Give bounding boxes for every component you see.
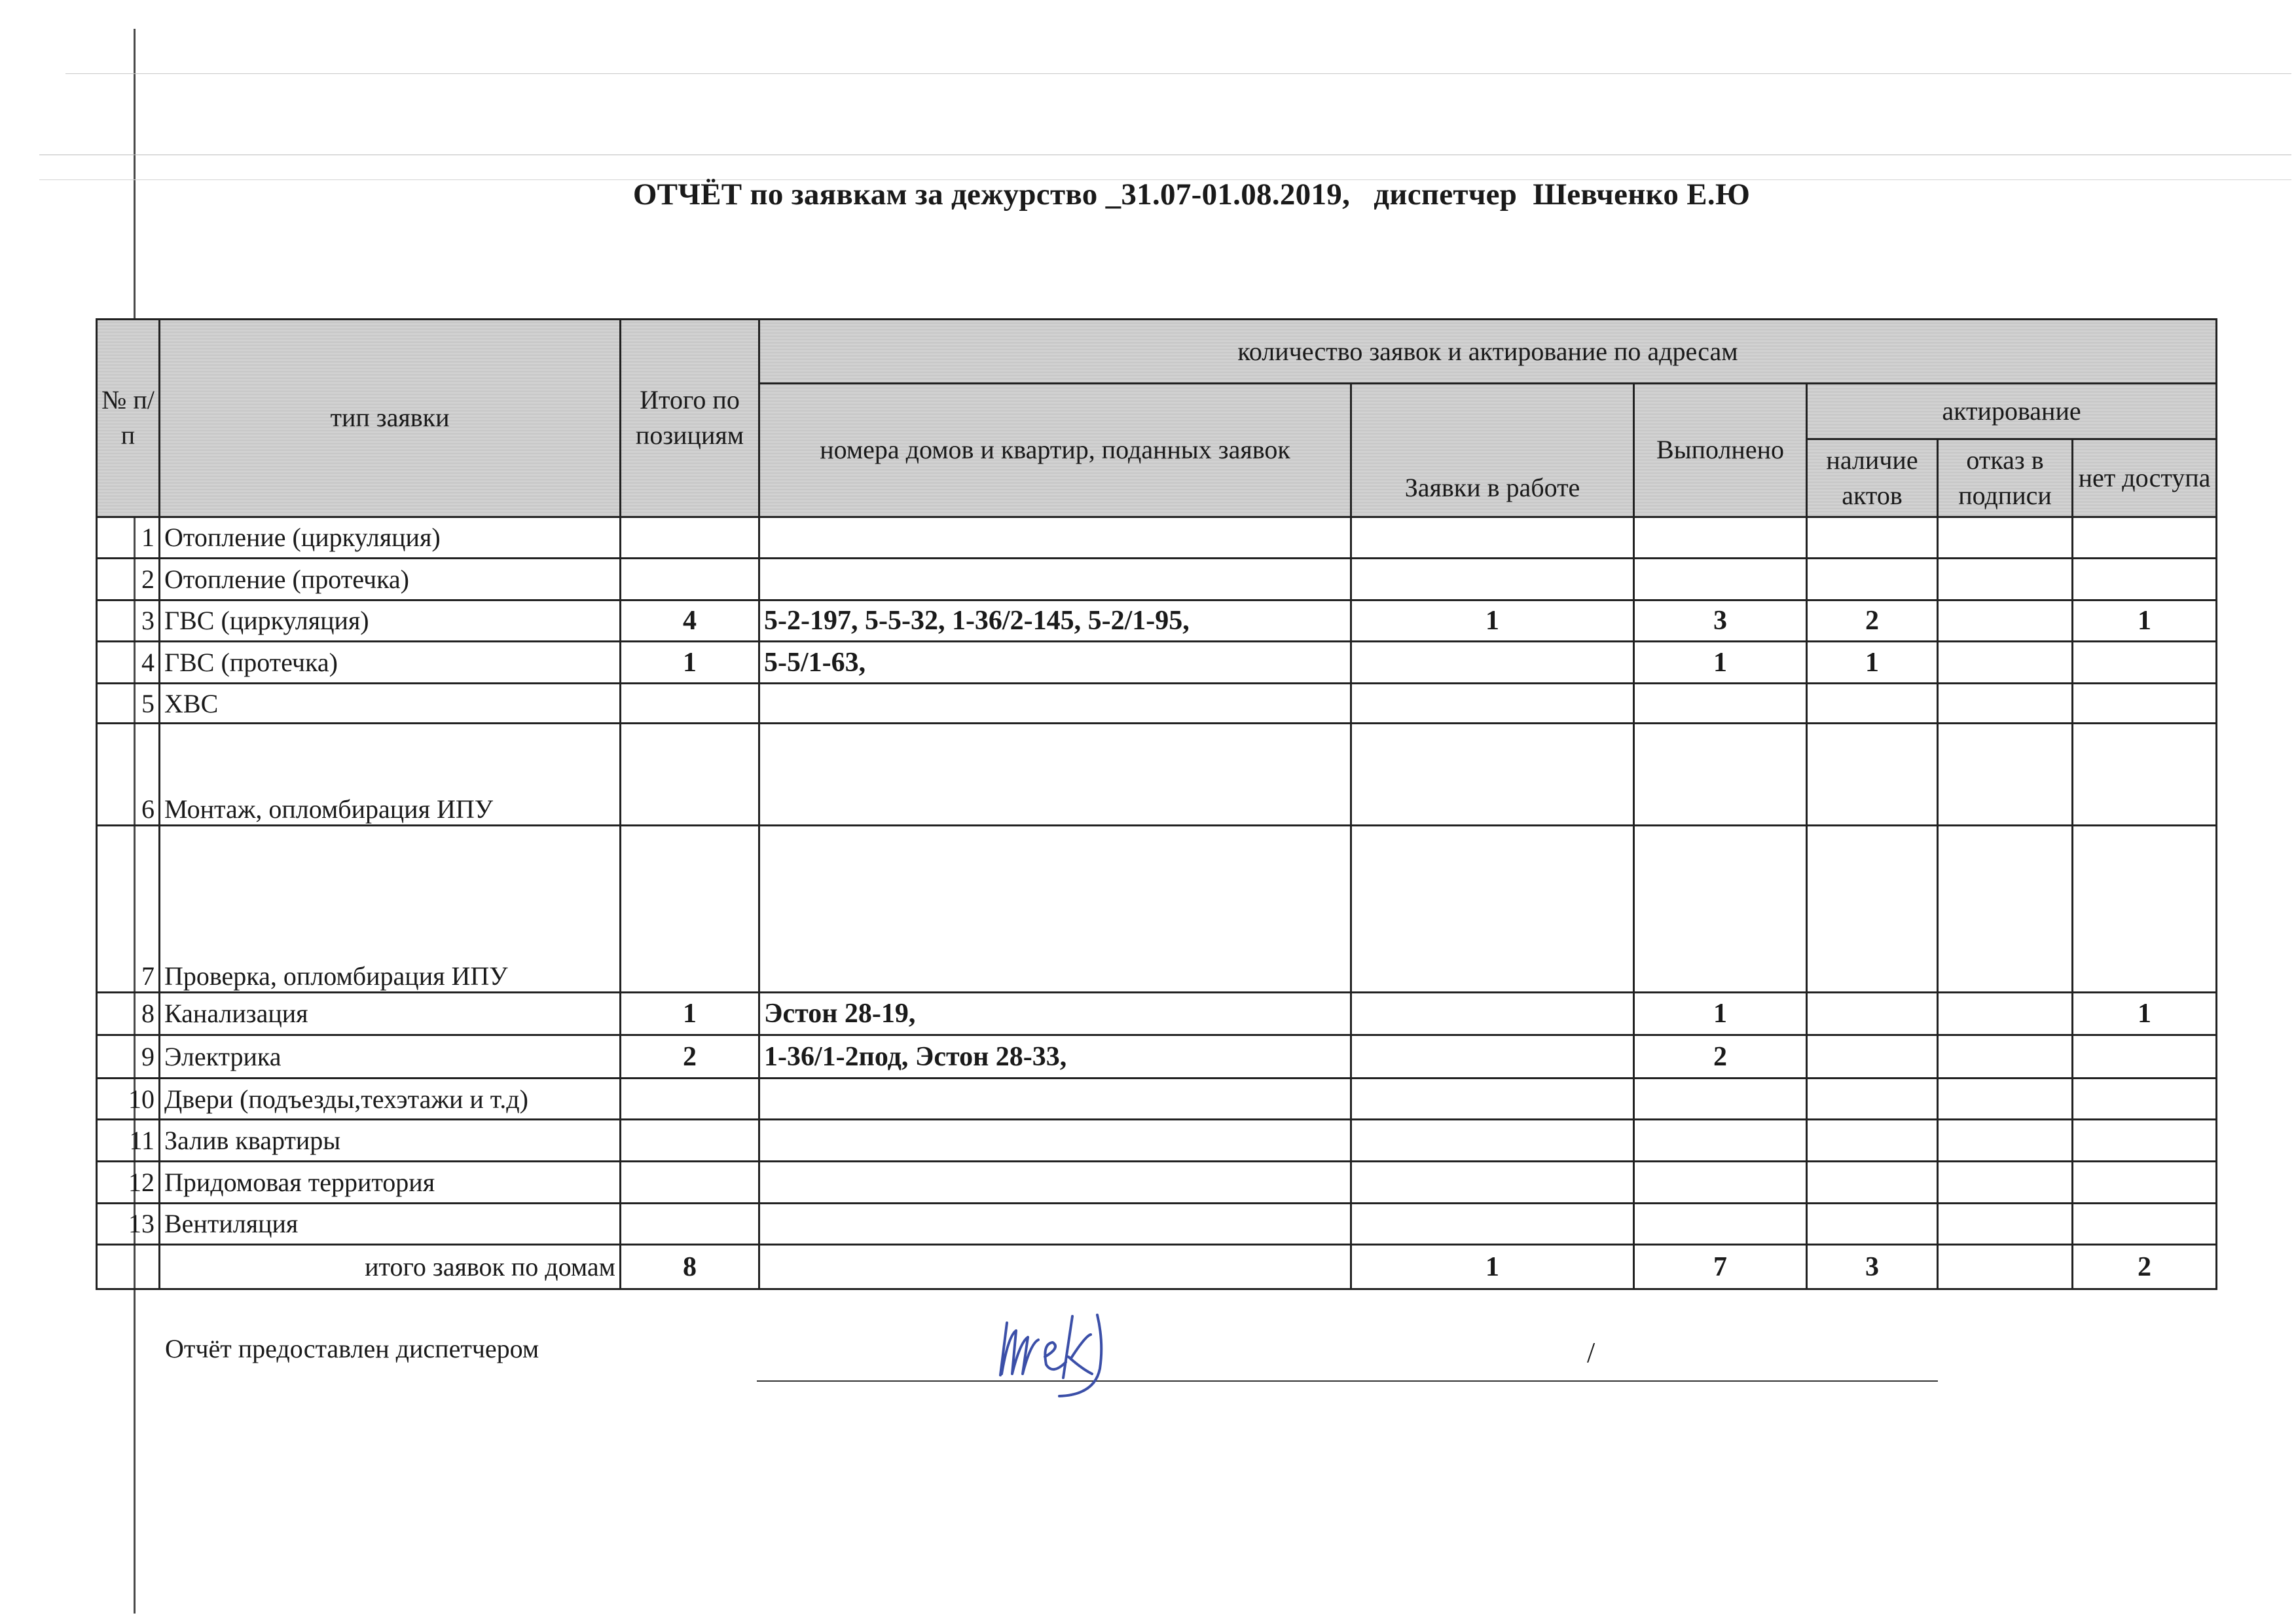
header-acting: актирование [1807, 384, 2217, 439]
header-total: Итого по позициям [621, 320, 759, 517]
header-acts-present: наличие актов [1807, 439, 1938, 517]
table-row: 1 Отопление (циркуляция) [97, 517, 2217, 559]
table-row: 11 Залив квартиры [97, 1120, 2217, 1162]
signature-stroke [1045, 1342, 1066, 1369]
footer-label: Отчёт предоставлен диспетчером [165, 1334, 539, 1363]
table-row: 13 Вентиляция [97, 1203, 2217, 1245]
signature-image [982, 1297, 1152, 1401]
table-row: 2 Отопление (протечка) [97, 559, 2217, 600]
totals-in-work: 1 [1351, 1245, 1634, 1289]
scan-artifact-line [65, 73, 2291, 74]
totals-acts: 3 [1807, 1245, 1938, 1289]
signature-stroke [1063, 1316, 1092, 1378]
header-type: тип заявки [160, 320, 621, 517]
table-row: 8 Канализация 1 Эстон 28-19, 1 1 [97, 992, 2217, 1035]
report-table [96, 318, 2217, 1290]
table-row: 12 Придомовая территория [97, 1162, 2217, 1204]
header-addresses: номера домов и квартир, поданных заявок [759, 384, 1351, 517]
report-title: ОТЧЁТ по заявкам за дежурство _31.07-01.08.2019, диспетчер Шевченко Е.Ю [632, 177, 1751, 212]
signature-separator: / [1587, 1337, 1595, 1369]
table-row: 7 Проверка, опломбирация ИПУ [97, 826, 2217, 992]
table-row: 6 Монтаж, опломбирация ИПУ [97, 724, 2217, 826]
header-in-work: Заявки в работе [1351, 384, 1634, 517]
totals-row [97, 1245, 2217, 1289]
totals-done: 7 [1634, 1245, 1807, 1289]
header-refused: отказ в подписи [1938, 439, 2073, 517]
table-row: 4 ГВС (протечка) 1 5-5/1-63, 1 1 [97, 642, 2217, 684]
signature-stroke [1000, 1323, 1038, 1375]
header-done: Выполнено [1634, 384, 1807, 517]
table-row: 9 Электрика 2 1-36/1-2под, Эстон 28-33, 2 [97, 1035, 2217, 1079]
table-row: 5 ХВС [97, 683, 2217, 724]
header-no-access: нет доступа [2073, 439, 2217, 517]
header-num: № п/п [97, 320, 160, 517]
totals-total: 8 [621, 1245, 759, 1289]
table-row: 10 Двери (подъезды,техэтажи и т.д) [97, 1078, 2217, 1120]
totals-no-access: 2 [2073, 1245, 2217, 1289]
signature-line [757, 1380, 1938, 1382]
totals-label: итого заявок по домам [160, 1245, 621, 1289]
header-group: количество заявок и актирование по адресам [759, 320, 2217, 384]
totals-refused [1938, 1245, 2073, 1289]
table-row: 3 ГВС (циркуляция) 4 5-2-197, 5-5-32, 1-36/2-145, 5-2/1-95, 1 3 2 1 [97, 600, 2217, 642]
